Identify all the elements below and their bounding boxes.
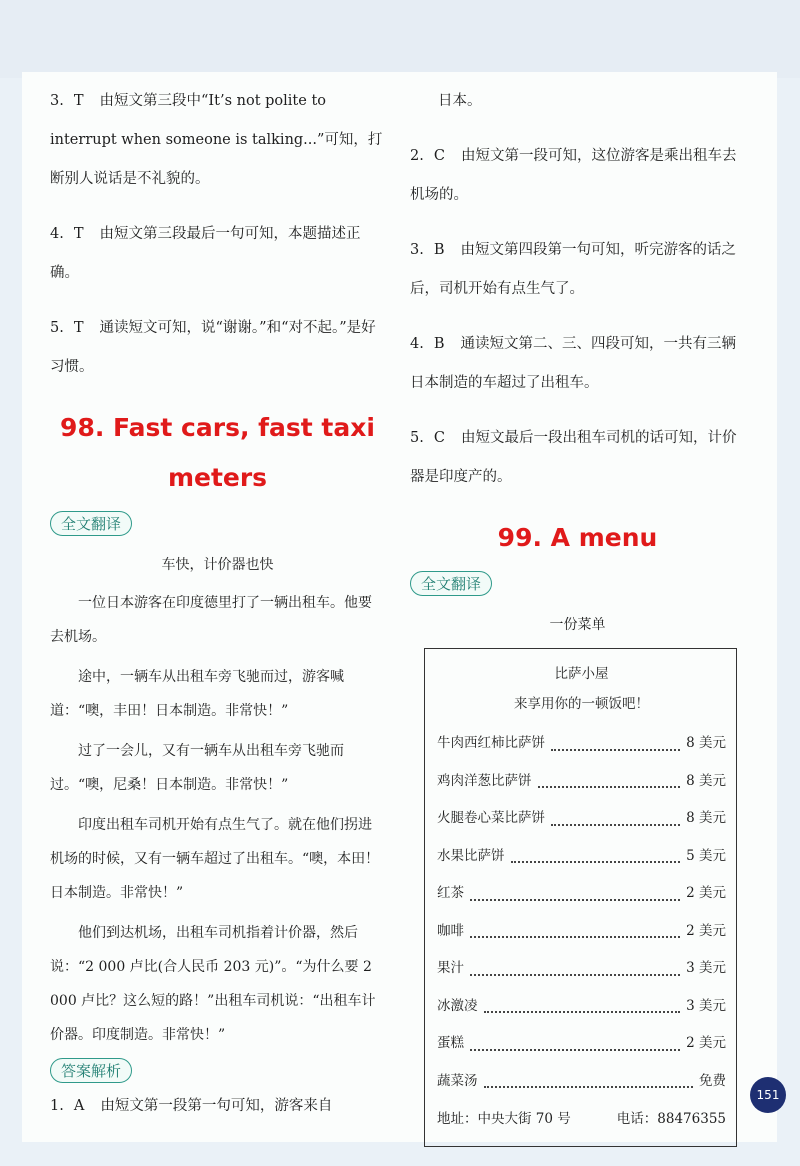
answer-letter: T xyxy=(73,93,84,109)
answer-item xyxy=(50,309,385,387)
answer-item xyxy=(410,137,745,215)
menu-slogan: 来享用你的一顿饭吧！ xyxy=(514,696,649,712)
dot-leader xyxy=(511,861,681,863)
menu-item-name: 蛋糕 xyxy=(437,1035,464,1051)
answer-text: 由短文第一段第一句可知，游客来自 xyxy=(100,1098,333,1114)
answer-text: 由短文第三段最后一句可知，本题描述正确。 xyxy=(50,226,361,281)
answer-number: 5. xyxy=(50,320,64,336)
menu-item-name: 蔬菜汤 xyxy=(437,1072,478,1089)
answer-text: 由短文第四段第一句可知，听完游客的话之后，司机开始有点生气了。 xyxy=(410,242,736,297)
dot-leader xyxy=(484,1011,681,1013)
menu-item xyxy=(437,875,726,913)
answer-number: 4. xyxy=(410,336,424,352)
menu-item-name: 红茶 xyxy=(437,885,464,901)
answer-letter: C xyxy=(433,148,445,164)
translation-paragraph: 印度出租车司机开始有点生气了。就在他们拐进机场的时候，又有一辆车超过了出租车。“噢，本田！日本制造。非常快！” xyxy=(50,817,380,901)
answer-item xyxy=(50,82,385,199)
translation-paragraph: 途中，一辆车从出租车旁飞驰而过，游客喊道：“噢，丰田！日本制造。非常快！” xyxy=(50,669,344,719)
translation-paragraph: 他们到达机场，出租车司机指着计价器，然后说：“2 000 卢比(合人民币 203 元)”。“为什么要 2 000 卢比？这么短的路！”出租车司机说：“出租车计价器。印度制造。非常快！” xyxy=(50,925,376,1043)
menu-item xyxy=(437,725,726,763)
answer-item xyxy=(50,1087,385,1126)
menu-item-price: 8 美元 xyxy=(686,735,726,751)
menu-item xyxy=(437,763,726,801)
menu-box xyxy=(424,648,737,1147)
menu-item xyxy=(437,1063,726,1101)
translation-paragraph: 过了一会儿，又有一辆车从出租车旁飞驰而过。“噢，尼桑！日本制造。非常快！” xyxy=(50,743,344,793)
answer-number: 3. xyxy=(410,242,424,258)
answer-text: 由短文最后一段出租车司机的话可知，计价器是印度产的。 xyxy=(410,430,737,485)
top-band xyxy=(0,0,800,78)
answer-item xyxy=(410,325,745,403)
menu-item-price: 2 美元 xyxy=(686,885,726,901)
answer-letter: C xyxy=(433,430,445,446)
menu-item-price: 5 美元 xyxy=(686,847,726,864)
answer-item xyxy=(410,419,745,497)
answer-letter: B xyxy=(433,242,445,258)
menu-item xyxy=(437,1025,726,1063)
menu-item-price: 8 美元 xyxy=(686,810,726,826)
answer-item xyxy=(50,215,385,293)
menu-item-name: 鸡肉洋葱比萨饼 xyxy=(437,772,532,789)
answer-letter: B xyxy=(433,336,445,352)
answer-item xyxy=(410,231,745,309)
section-title-99: 99. A menu xyxy=(497,523,658,552)
dot-leader xyxy=(551,824,680,826)
menu-item xyxy=(437,913,726,951)
menu-item-name: 果汁 xyxy=(437,960,464,976)
menu-item xyxy=(437,800,726,838)
dot-leader xyxy=(470,936,680,938)
menu-item-name: 牛肉西红柿比萨饼 xyxy=(437,735,545,751)
menu-item-name: 水果比萨饼 xyxy=(437,847,505,864)
translation-badge: 全文翻译 xyxy=(50,511,132,536)
answer-number: 3. xyxy=(50,93,64,109)
menu-restaurant-name: 比萨小屋 xyxy=(554,666,609,682)
answer-text: 通读短文可知，说“谢谢。”和“对不起。”是好习惯。 xyxy=(50,320,376,375)
menu-item xyxy=(437,950,726,988)
answers-badge: 答案解析 xyxy=(50,1058,132,1083)
dot-leader xyxy=(538,786,681,788)
menu-phone: 电话：88476355 xyxy=(616,1111,726,1127)
translation-badge: 全文翻译 xyxy=(410,571,492,596)
answer-continuation: 日本。 xyxy=(438,93,482,109)
menu-item-price: 3 美元 xyxy=(686,997,726,1014)
answer-text: 由短文第三段中“It’s not polite to interrupt when someone is talking...”可知，打断别人说话是不礼貌的。 xyxy=(50,93,383,187)
answer-text: 由短文第一段可知，这位游客是乘出租车去机场的。 xyxy=(410,148,737,203)
answer-number: 4. xyxy=(50,226,64,242)
answer-letter: A xyxy=(73,1098,85,1114)
menu-item-price: 8 美元 xyxy=(686,772,726,789)
answer-letter: T xyxy=(73,320,84,336)
menu-address: 地址：中央大街 70 号 xyxy=(437,1111,571,1127)
translation-title: 车快，计价器也快 xyxy=(161,557,274,573)
menu-item-name: 火腿卷心菜比萨饼 xyxy=(437,810,545,826)
answer-number: 1. xyxy=(50,1098,64,1114)
menu-item-name: 咖啡 xyxy=(437,922,464,939)
menu-item-price: 免费 xyxy=(699,1072,726,1089)
menu-item-name: 冰激凌 xyxy=(437,997,478,1014)
menu-item-price: 2 美元 xyxy=(686,1035,726,1051)
answer-letter: T xyxy=(73,226,84,242)
dot-leader xyxy=(470,1049,680,1051)
dot-leader xyxy=(551,749,680,751)
translation-title: 一份菜单 xyxy=(549,617,606,633)
menu-item-price: 3 美元 xyxy=(686,960,726,976)
menu-item-price: 2 美元 xyxy=(686,922,726,939)
answer-text: 通读短文第二、三、四段可知，一共有三辆日本制造的车超过了出租车。 xyxy=(410,336,736,391)
menu-footer xyxy=(437,1104,726,1134)
translation-paragraph: 一位日本游客在印度德里打了一辆出租车。他要去机场。 xyxy=(50,595,372,645)
menu-item xyxy=(437,838,726,876)
answer-number: 5. xyxy=(410,430,424,446)
section-title-98: 98. Fast cars, fast taxi meters xyxy=(60,413,375,492)
page-number: 151 xyxy=(750,1077,786,1113)
left-column xyxy=(50,82,385,1142)
dot-leader xyxy=(484,1086,694,1088)
dot-leader xyxy=(470,974,680,976)
answer-number: 2. xyxy=(410,148,424,164)
dot-leader xyxy=(470,899,680,901)
menu-item xyxy=(437,988,726,1026)
right-column xyxy=(410,82,745,1147)
